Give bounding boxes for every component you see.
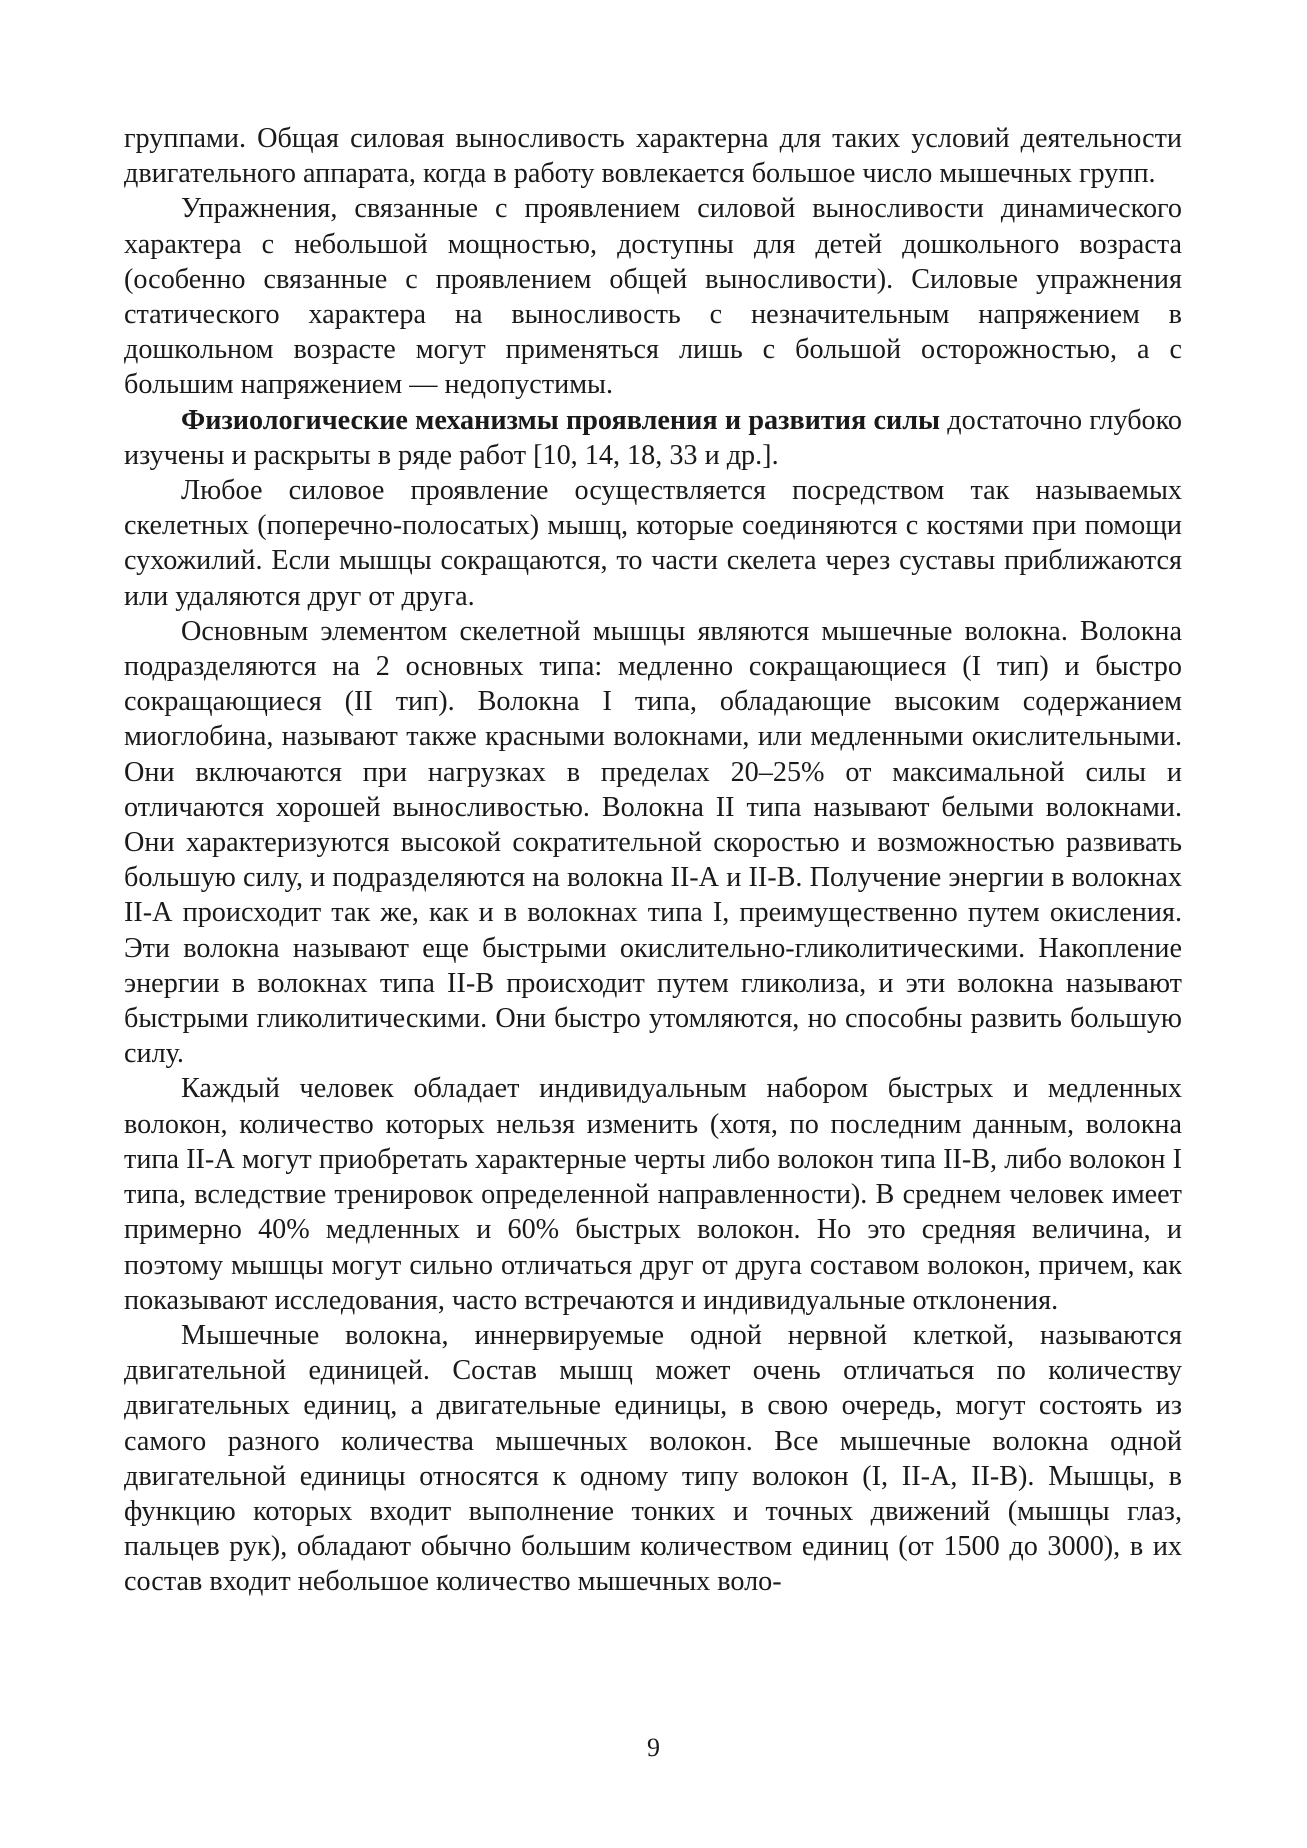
page-number: 9 bbox=[647, 1733, 660, 1762]
paragraph bbox=[124, 473, 1182, 614]
paragraph-text: Основным элементом скелетной мышцы являются мышечные волокна. Волокна подразделяются на 2 основных типа: медленно сокращающиеся (I тип) и быстро сокращающиеся (II тип). Волокна I типа, обладающие высоким содержанием миоглобина, называют также красными волокнами, или медленными окислительными. Они включаются при нагрузках в пределах 20–25% от максимальной силы и отличаются хорошей выносливостью. Волокна II типа называют белыми волокнами. Они характеризуются высокой сократительной скоростью и возможностью развивать большую силу, и подразделяются на волокна II-А и II-В. Получение энергии в волокнах II-А происходит так же, как и в волокнах типа I, преимущественно путем окисления. Эти волокна называют еще быстрыми окислительно-гликолитическими. Накопление энергии в волокнах типа II-В происходит путем гликолиза, и эти волокна называют быстрыми гликолитическими. Они быстро утомляются, но способны развить большую силу. bbox=[124, 615, 1182, 1070]
paragraph-text: достаточно глубоко изучены и раскрыты в ряде работ [10, 14, 18, 33 и др.]. bbox=[124, 404, 1183, 471]
paragraph-bold-lead: Физиологические механизмы проявления и развития силы bbox=[181, 404, 941, 436]
paragraph bbox=[124, 1318, 1182, 1600]
paragraph-text: Упражнения, связанные с проявлением силовой выносливости динамического характера с небольшой мощностью, доступны для детей дошкольного возраста (особенно связанные с проявлением общей выносливости). Силовые упражнения статического характера на выносливость с незначительным напряжением в дошкольном возрасте могут применяться лишь с большой осторожностью, а с большим напряжением — недопустимы. bbox=[124, 193, 1182, 401]
body-text bbox=[124, 121, 1182, 1600]
paragraph bbox=[124, 191, 1182, 402]
paragraph-text: Любое силовое проявление осуществляется посредством так называемых скелетных (поперечно-полосатых) мышц, которые соединяются с костями при помощи сухожилий. Если мышцы сокращаются, то части скелета через суставы приближаются или удаляются друг от друга. bbox=[124, 475, 1182, 612]
paragraph bbox=[124, 614, 1182, 1072]
paragraph bbox=[124, 1071, 1182, 1317]
paragraph bbox=[124, 403, 1182, 473]
paragraph bbox=[124, 121, 1182, 191]
paragraph-text: группами. Общая силовая выносливость характерна для таких условий деятельности двигательного аппарата, когда в работу вовлекается большое число мышечных групп. bbox=[124, 123, 1182, 190]
paragraph-text: Каждый человек обладает индивидуальным набором быстрых и медленных волокон, количество которых нельзя изменить (хотя, по последним данным, волокна типа II-А могут приобретать характерные черты либо волокон типа II-В, либо волокон I типа, вследствие тренировок определенной направленности). В среднем человек имеет примерно 40% медленных и 60% быстрых волокон. Но это средняя величина, и поэтому мышцы могут сильно отличаться друг от друга составом волокон, причем, как показывают исследования, часто встречаются и индивидуальные отклонения. bbox=[124, 1073, 1182, 1316]
paragraph-text: Мышечные волокна, иннервируемые одной нервной клеткой, называются двигательной единицей. Состав мышц может очень отличаться по количеству двигательных единиц, а двигательные единицы, в свою очередь, могут состоять из самого разного количества мышечных волокон. Все мышечные волокна одной двигательной единицы относятся к одному типу волокон (I, II-А, II-В). Мышцы, в функцию которых входит выполнение тонких и точных движений (мышцы глаз, пальцев рук), обладают обычно большим количеством единиц (от 1500 до 3000), в их состав входит небольшое количество мышечных воло- bbox=[124, 1319, 1182, 1598]
